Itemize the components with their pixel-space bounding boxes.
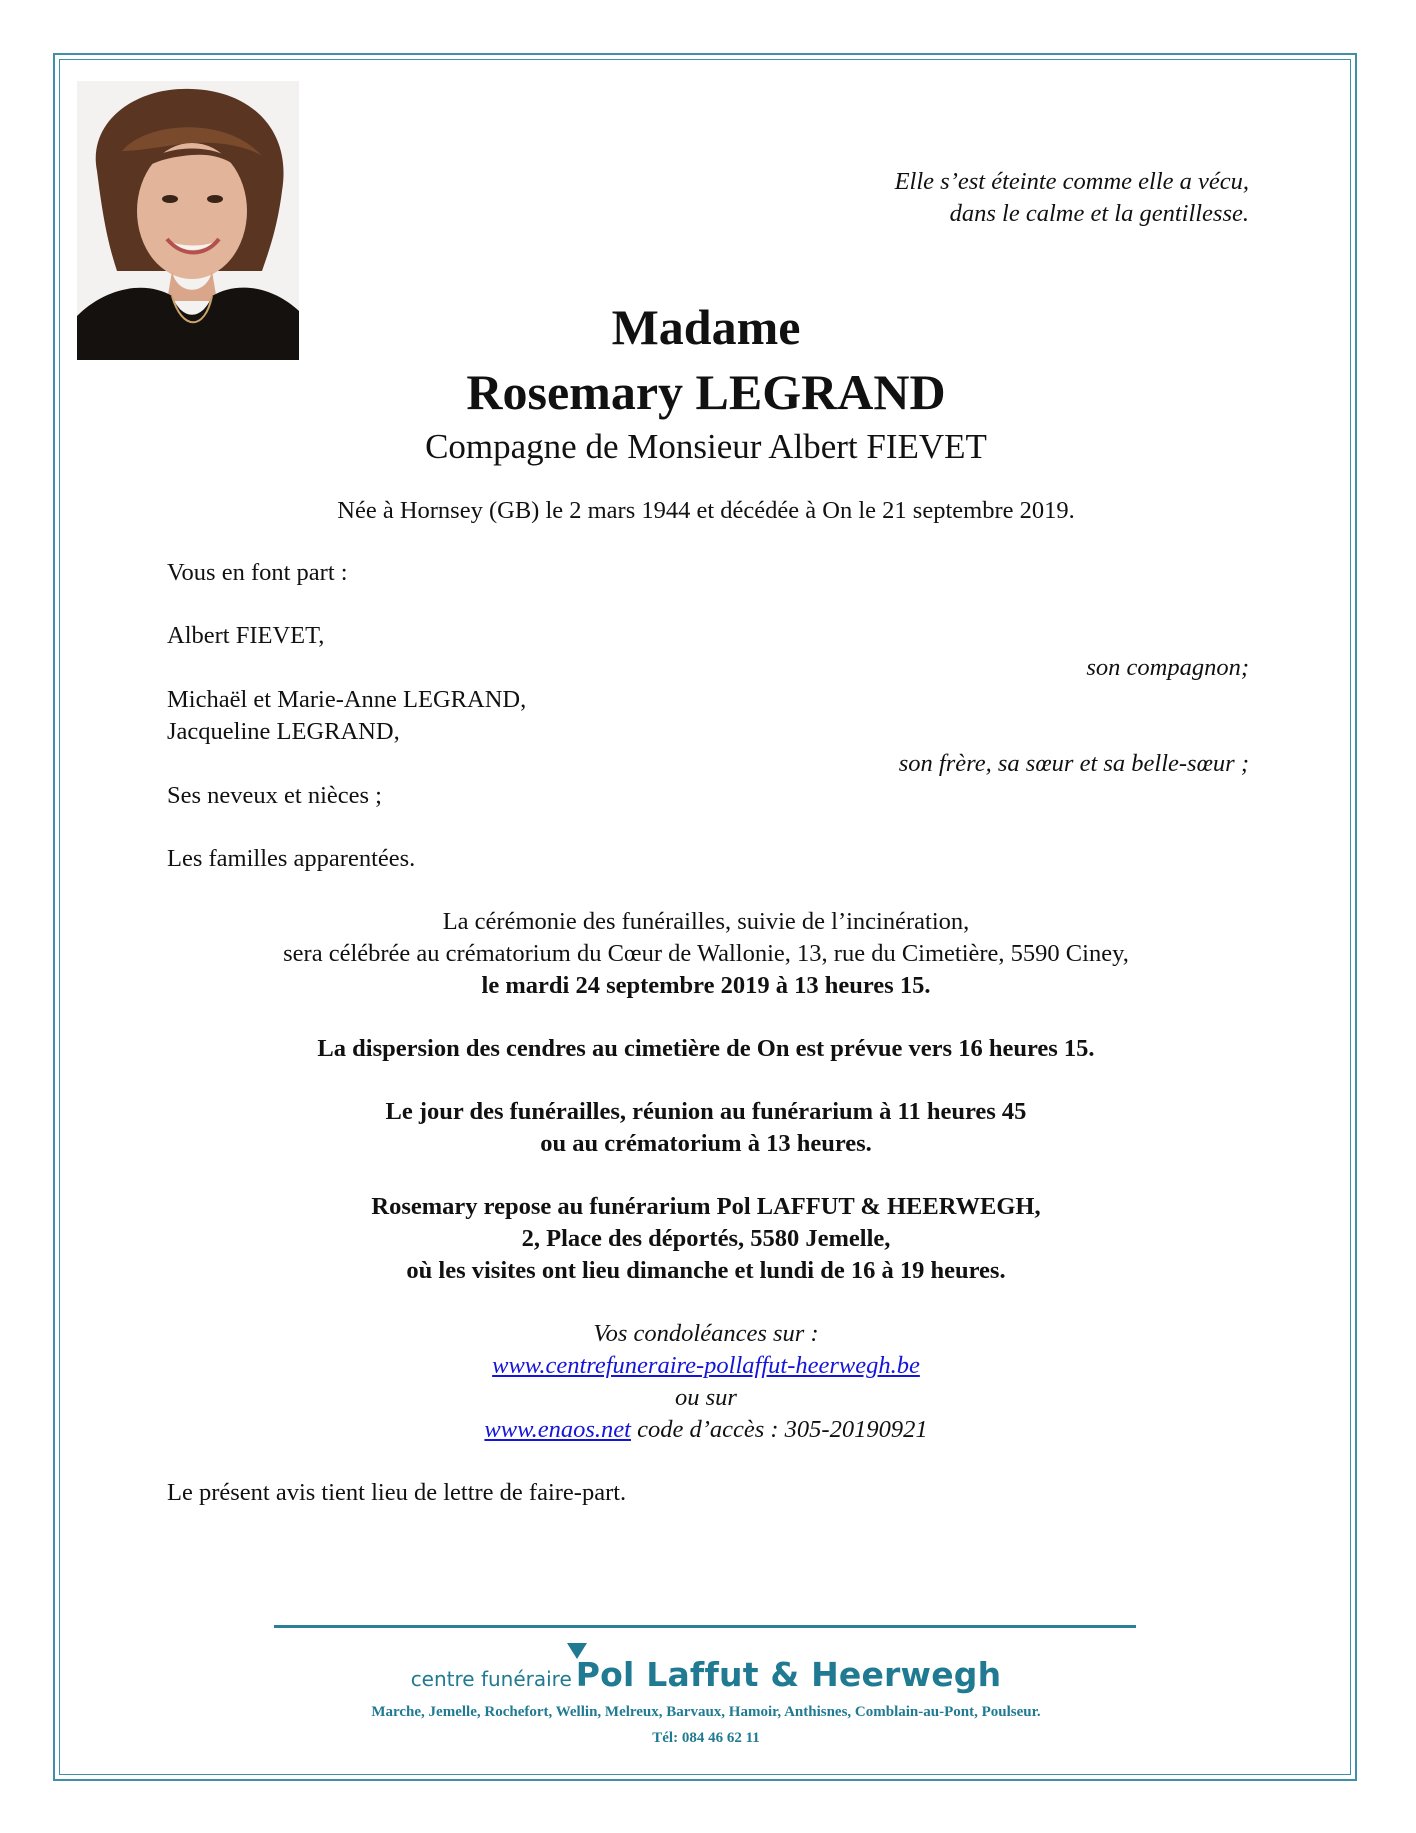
epitaph-quote xyxy=(895,166,1249,230)
funeral-center-link[interactable]: www.centrefuneraire-pollaffut-heerwegh.be xyxy=(492,1352,920,1379)
visit-line-1: Rosemary repose au funérarium Pol LAFFUT & HEERWEGH, xyxy=(371,1193,1041,1220)
visit-line-3: où les visites ont lieu dimanche et lundi de 16 à 19 heures. xyxy=(406,1257,1006,1284)
meeting-line-1: Le jour des funérailles, réunion au funérarium à 11 heures 45 xyxy=(385,1098,1027,1125)
ceremony-line-1: La cérémonie des funérailles, suivie de l’incinération, xyxy=(442,908,970,935)
announcement-intro: Vous en font part : xyxy=(167,559,348,586)
families-line: Les familles apparentées. xyxy=(167,845,416,872)
companion-line: Compagne de Monsieur Albert FIEVET xyxy=(425,427,987,466)
condolences-label: Vos condoléances sur : xyxy=(593,1320,819,1347)
condolences-or: ou sur xyxy=(675,1384,737,1411)
condolences-link-row xyxy=(60,1350,1352,1382)
funeral-home-logo xyxy=(60,1655,1352,1694)
ceremony-line-2: sera célébrée au crématorium du Cœur de Wallonie, 13, rue du Cimetière, 5590 Ciney, xyxy=(283,940,1129,967)
honorific: Madame xyxy=(611,299,801,355)
ceremony-date: le mardi 24 septembre 2019 à 13 heures 15. xyxy=(481,972,931,999)
enaos-link[interactable]: www.enaos.net xyxy=(484,1416,631,1443)
epitaph-line-1: Elle s’est éteinte comme elle a vécu, xyxy=(894,168,1249,195)
access-code: code d’accès : 305-20190921 xyxy=(630,1416,928,1443)
footer-phone: Tél: 084 46 62 11 xyxy=(652,1730,760,1746)
enaos-link-row xyxy=(60,1414,1352,1446)
visit-line-2: 2, Place des déportés, 5580 Jemelle, xyxy=(521,1225,891,1252)
meeting-line-2: ou au crématorium à 13 heures. xyxy=(540,1130,872,1157)
epitaph-line-2: dans le calme et la gentillesse. xyxy=(949,200,1249,227)
nephews-line: Ses neveux et nièces ; xyxy=(167,782,382,809)
logo-prefix: centre funéraire xyxy=(410,1667,572,1691)
family-relation: son compagnon; xyxy=(1086,654,1249,681)
family-member-name: Jacqueline LEGRAND, xyxy=(167,718,400,745)
footer-divider xyxy=(274,1625,1136,1628)
closing-note: Le présent avis tient lieu de lettre de faire-part. xyxy=(167,1479,627,1506)
family-relation: son frère, sa sœur et sa belle-sœur ; xyxy=(898,750,1249,777)
family-member-name: Michaël et Marie-Anne LEGRAND, xyxy=(167,686,527,713)
family-member-name: Albert FIEVET, xyxy=(167,622,325,649)
birth-death-line: Née à Hornsey (GB) le 2 mars 1944 et décédée à On le 21 septembre 2019. xyxy=(337,497,1075,524)
deceased-name: Rosemary LEGRAND xyxy=(466,364,946,420)
logo-brand-name: Pol Laffut & Heerwegh xyxy=(575,1655,1002,1694)
footer-locations: Marche, Jemelle, Rochefort, Wellin, Melreux, Barvaux, Hamoir, Anthisnes, Comblain-au-Pont, Poulseur. xyxy=(371,1704,1041,1720)
dispersion-line: La dispersion des cendres au cimetière de On est prévue vers 16 heures 15. xyxy=(317,1035,1095,1062)
